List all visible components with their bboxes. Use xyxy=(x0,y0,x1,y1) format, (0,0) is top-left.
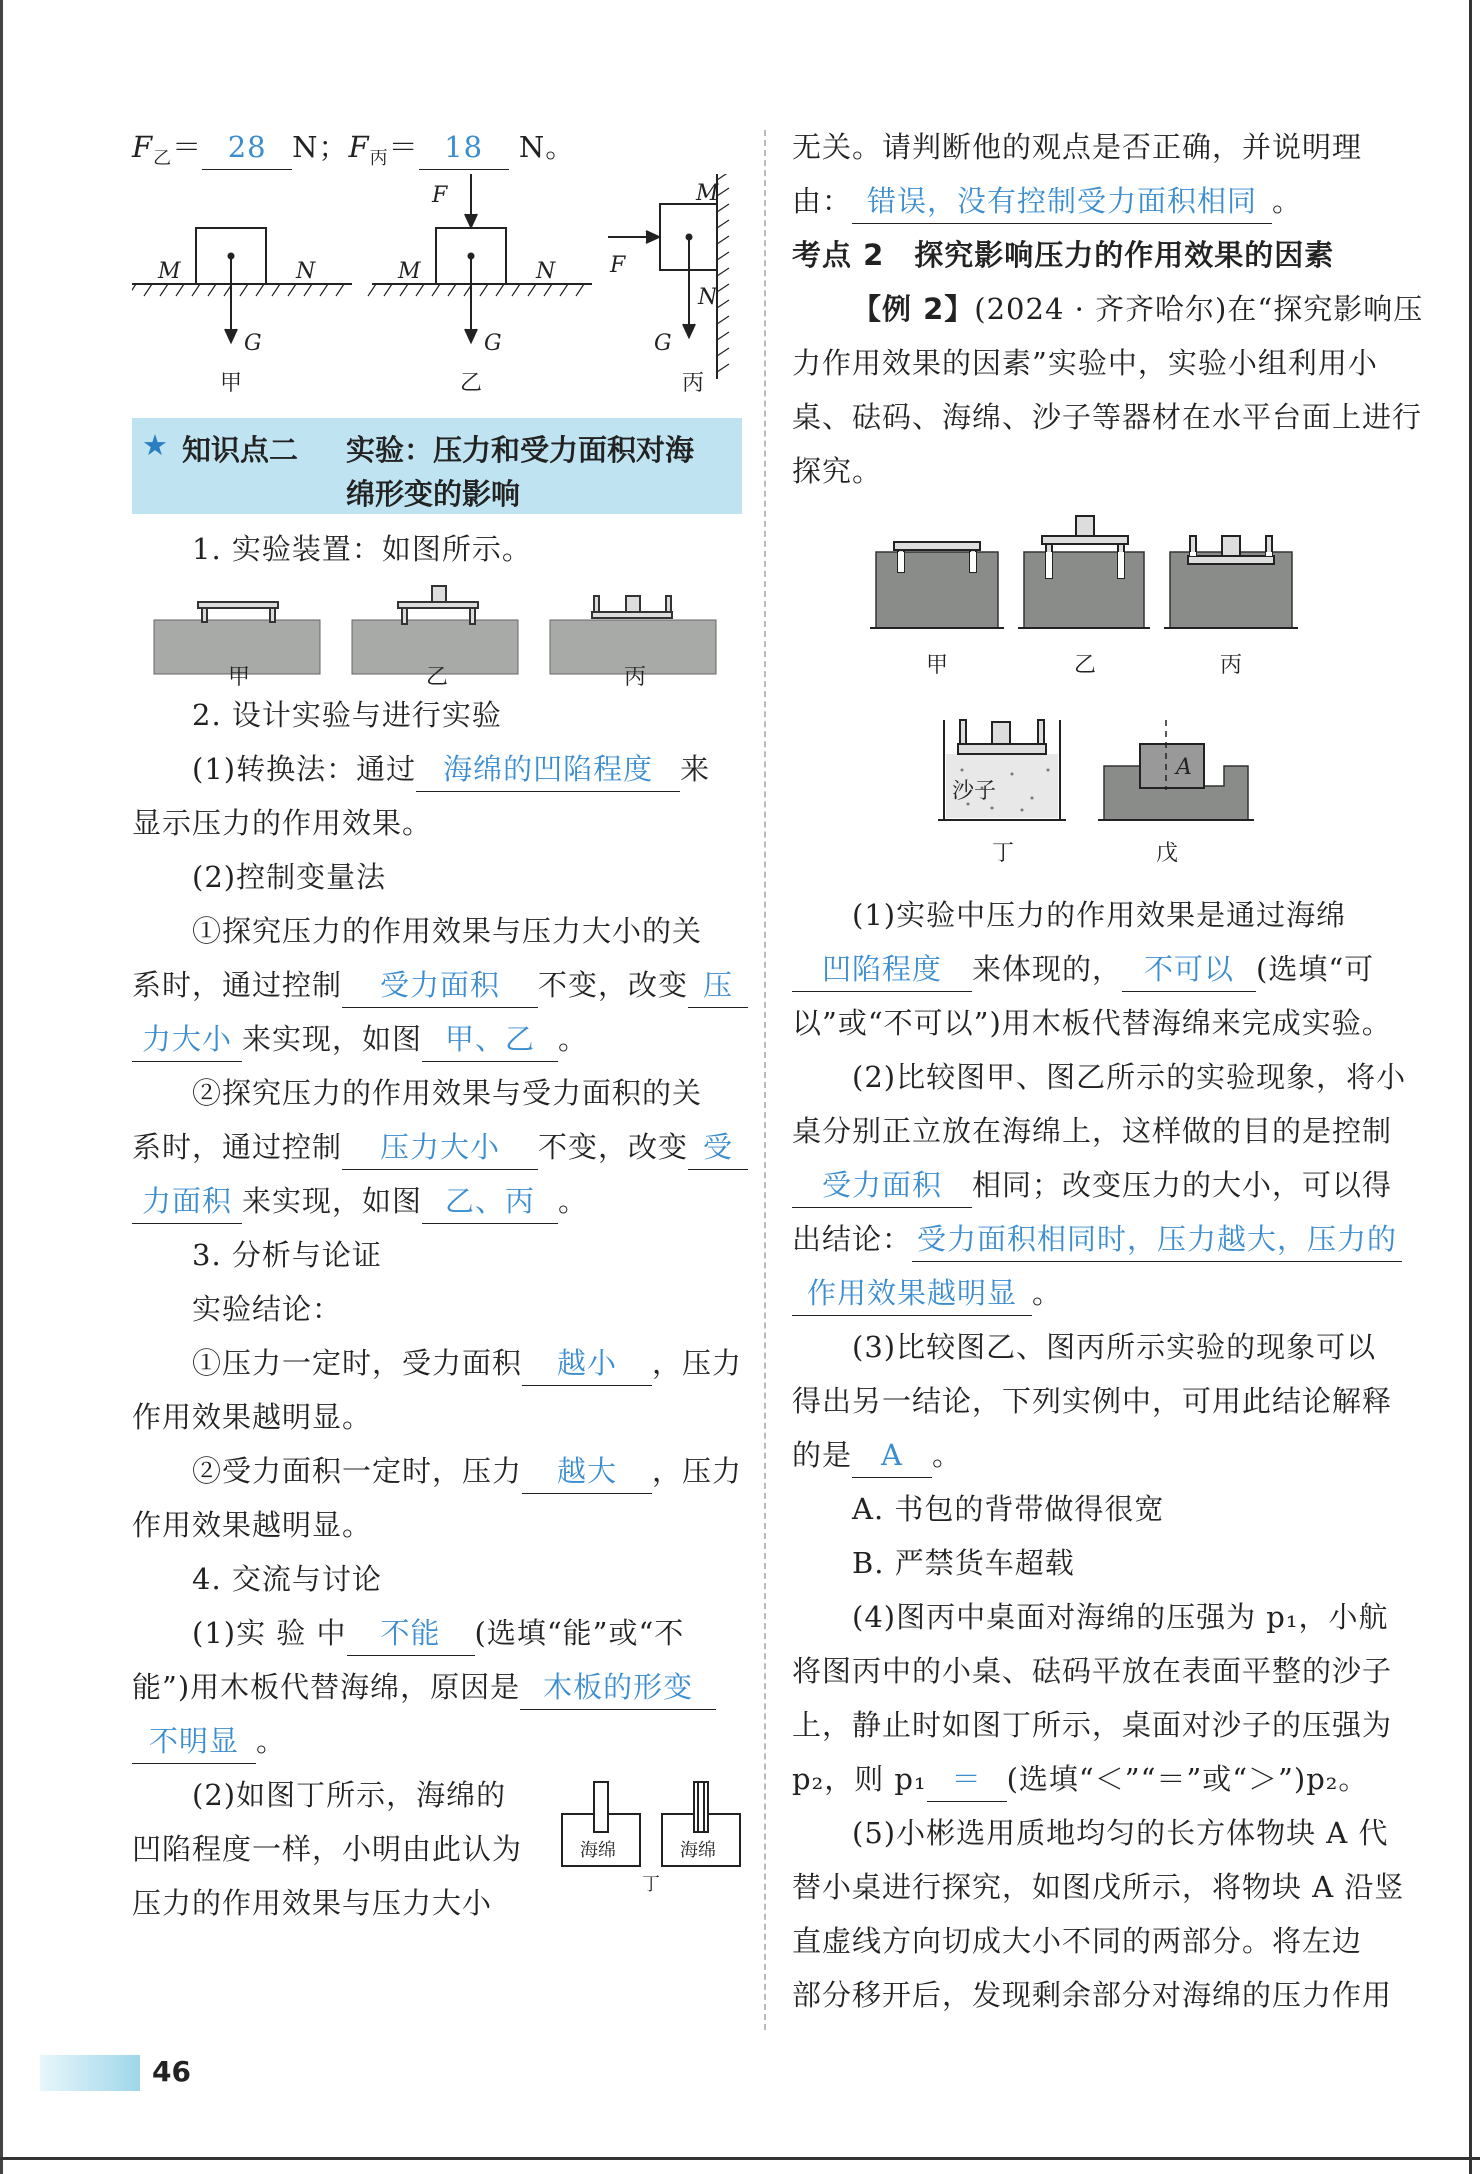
sponge-table-figure xyxy=(132,576,742,688)
svg-text:G: G xyxy=(654,331,672,356)
pressure-force-figure xyxy=(132,174,742,404)
svg-text:海绵: 海绵 xyxy=(680,1840,716,1861)
svg-text:丙: 丙 xyxy=(1220,653,1243,678)
svg-text:M: M xyxy=(158,259,181,284)
svg-text:戊: 戊 xyxy=(1156,841,1179,866)
svg-text:F: F xyxy=(610,253,626,278)
left-column: $F_乙= 28$ N；$F_丙= 18$ N。 M N G M N G F M N G F 甲 乙 丙 ★ 知识点二 实验：压力和受力面积对海 绵形变的影响 1. 实验装置：如图所示。 甲 乙 丙 2. 设计实验与进行实验 (1)转换法：通过 海绵的凹陷程度 来 显示压力的作用效果。 (2)控制变量法 ①探究压力的作用效果与压力大小的关 系时，通过控制 受力面积 不变，改变 压 力大小 来实现，如图 甲、乙 。 ②探究压力的作用效果与受力面积的关 系时，通过控制 压力大小 不变，改变 受 力面积 来实现，如图 乙、丙 。 3. 分析与论证 实验结论： ①压力一定时，受力面积 越小 ，压力 作用效果越明显。 ②受力面积一定时，压力 越大 ，压力 作用效果越明显。 4. 交流与讨论 (1)实 验 中 不能 (选填“能”或“不 能”)用木板代替海绵，原因是 木板的形变 不明显 。 (2)如图丁所示，海绵的 凹陷程度一样，小明由此认为 压力的作用效果与压力大小 海绵 海绵 丁 xyxy=(132,120,742,1930)
svg-text:丙: 丙 xyxy=(624,665,647,688)
svg-text:G: G xyxy=(484,331,502,356)
star-icon: ★ xyxy=(142,428,168,462)
answer-blank: 28 xyxy=(202,125,292,170)
page-edge-right xyxy=(1469,0,1472,2174)
svg-text:甲: 甲 xyxy=(220,371,243,396)
page-number: 46 xyxy=(152,2055,191,2088)
right-column: 无关。请判断他的观点是否正确，并说明理 由： 错误，没有控制受力面积相同 。 考点 2 探究影响压力的作用效果的因素 【例 2】(2024 · 齐齐哈尔)在“探究影响压 力作用效果的因素”实验中，实验小组利用小 桌、砝码、海绵、沙子等器材在水平台面上进行 探究。 甲 乙 丙 沙子 丁 戊 A (1)实验中压力的作用效果是通过海绵 凹陷程度 来体现的， 不可以 (选填“可 以”或“不可以”)用木板代替海绵来完成实验。 (2)比较图甲、图乙所示的实验现象，将小 桌分别正立放在海绵上，这样做的目的是控制 受力面积 相同；改变压力的大小，可以得 出结论： 受力面积相同时，压力越大，压力的 作用效果越明显 。 (3)比较图乙、图丙所示实验的现象可以 得出另一结论，下列实例中，可用此结论解释 的是 A 。 A. 书包的背带做得很宽 B. 严禁货车超载 (4)图丙中桌面对海绵的压强为 p₁，小航 将图丙中的小桌、砝码平放在表面平整的沙子 上，静止时如图丁所示，桌面对沙子的压强为 p₂，则 p₁ ＝ (选填“＜”“＝”或“＞”)p₂。 (5)小彬选用质地均匀的长方体物块 A 代 替小桌进行探究，如图戊所示，将物块 A 沿竖 直虚线方向切成大小不同的两部分。将左边 部分移开后，发现剩余部分对海绵的压力作用 xyxy=(792,130,1424,2012)
svg-text:F: F xyxy=(432,183,448,208)
svg-text:M: M xyxy=(398,259,421,284)
svg-text:海绵: 海绵 xyxy=(580,1840,616,1861)
svg-text:G: G xyxy=(244,331,262,356)
svg-text:N: N xyxy=(296,259,316,284)
section-header: ★ 知识点二 实验：压力和受力面积对海 绵形变的影响 xyxy=(132,418,742,514)
svg-text:A: A xyxy=(1176,755,1192,780)
svg-text:乙: 乙 xyxy=(426,665,449,688)
page-edge-left xyxy=(0,0,3,2174)
svg-text:甲: 甲 xyxy=(228,665,251,688)
svg-text:丙: 丙 xyxy=(682,371,705,396)
answer-blank: 18 xyxy=(419,125,509,170)
svg-text:沙子: 沙子 xyxy=(952,779,997,804)
column-divider xyxy=(764,130,766,2030)
svg-text:乙: 乙 xyxy=(460,371,483,396)
svg-text:乙: 乙 xyxy=(1074,653,1097,678)
sponge-comparison-figure xyxy=(560,1780,744,1892)
experiment-figure xyxy=(792,508,1404,888)
svg-text:M: M xyxy=(696,181,719,206)
footer-bar xyxy=(40,2055,140,2091)
svg-text:N: N xyxy=(536,259,556,284)
svg-text:甲: 甲 xyxy=(926,653,949,678)
svg-text:丁: 丁 xyxy=(642,1874,660,1892)
force-answers-line: $F_乙= 28$ N；$F_丙= 18$ N。 xyxy=(132,120,742,174)
svg-text:丁: 丁 xyxy=(992,841,1015,866)
discussion-block: (2)如图丁所示，海绵的 凹陷程度一样，小明由此认为 压力的作用效果与压力大小 海绵 海绵 丁 xyxy=(132,1768,742,1930)
page-edge-bottom xyxy=(0,2157,1480,2160)
svg-text:N: N xyxy=(698,285,718,310)
